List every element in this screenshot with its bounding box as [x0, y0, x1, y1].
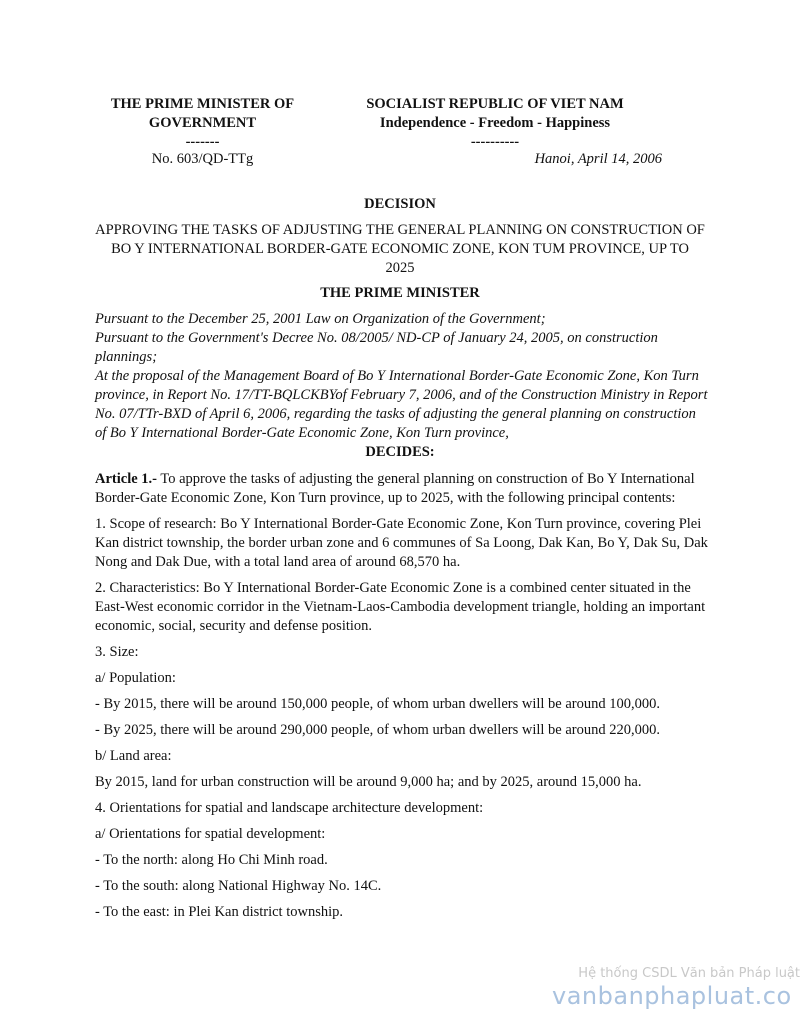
article-text: To approve the tasks of adjusting the general planning on construction of Bo Y International Border-Gate Economic Zone, Kon Turn province, up to 2025, with the following principal contents:	[95, 471, 695, 506]
paragraph: By 2015, land for urban construction will be around 9,000 ha; and by 2025, around 15,000 ha.	[95, 774, 642, 790]
paragraph: 2. Characteristics: Bo Y International Border-Gate Economic Zone is a combined center situated in the East-West economic corridor in the Vietnam-Laos-Cambodia development triangle, holding an important economic, social, security and defense position.	[95, 580, 706, 634]
paragraph: a/ Orientations for spatial development:	[95, 826, 326, 842]
document-title: DECISION	[364, 196, 436, 212]
paragraph: - By 2025, there will be around 290,000 people, of whom urban dwellers will be around 220,000.	[95, 722, 660, 738]
issuer-header	[95, 95, 310, 152]
document-subject: APPROVING THE TASKS OF ADJUSTING THE GENERAL PLANNING ON CONSTRUCTION OF BO Y INTERNATIONAL BORDER-GATE ECONOMIC ZONE, KON TUM PROVINCE, UP TO 2025	[95, 222, 705, 276]
preamble-line: Pursuant to the Government's Decree No. 08/2005/ ND-CP of January 24, 2005, on construction plannings;	[95, 330, 658, 365]
issuer-rule: -------	[185, 134, 220, 150]
issuer-line-1: THE PRIME MINISTER OF	[110, 96, 295, 112]
watermark-site: vanbanphapluat.co	[552, 982, 792, 1010]
document-body	[95, 470, 715, 929]
national-motto: Independence - Freedom - Happiness	[379, 115, 611, 131]
paragraph: - To the south: along National Highway No. 14C.	[95, 878, 382, 894]
national-title: SOCIALIST REPUBLIC OF VIET NAM	[366, 96, 624, 112]
preamble	[95, 310, 710, 443]
watermark-line-1: Hệ thống CSDL Văn bản Pháp luật	[578, 966, 800, 981]
decides-heading: DECIDES:	[365, 444, 435, 460]
paragraph: 4. Orientations for spatial and landscape architecture development:	[95, 800, 484, 816]
preamble-line: Pursuant to the December 25, 2001 Law on Organization of the Government;	[95, 311, 546, 327]
preamble-line: At the proposal of the Management Board of Bo Y International Border-Gate Economic Zone, Kon Turn province, in Report No. 17/TT-BQLCKBYof February 7, 2006, and of the Construction Ministry in Report No. 07/TTr-BXD of April 6, 2006, regarding the tasks of adjusting the general planning on construction of Bo Y International Border-Gate Economic Zone, Kon Turn province,	[95, 368, 708, 441]
paragraph: - To the north: along Ho Chi Minh road.	[95, 852, 328, 868]
document-date: Hanoi, April 14, 2006	[534, 151, 662, 167]
paragraph: - To the east: in Plei Kan district township.	[95, 904, 344, 920]
paragraph: b/ Land area:	[95, 748, 172, 764]
article-1	[95, 470, 715, 508]
paragraph: a/ Population:	[95, 670, 176, 686]
article-label: Article 1.-	[95, 471, 157, 487]
issuer-heading: THE PRIME MINISTER	[320, 285, 480, 301]
paragraph: 3. Size:	[95, 644, 139, 660]
document-number: No. 603/QD-TTg	[151, 151, 254, 167]
paragraph: 1. Scope of research: Bo Y International Border-Gate Economic Zone, Kon Turn province, covering Plei Kan district township, the border urban zone and 6 communes of Sa Loong, Dak Kan, Bo Y, Dak Su, Dak Nong and Dak Due, with a total land area of around 68,570 ha.	[95, 516, 708, 570]
paragraph: - By 2015, there will be around 150,000 people, of whom urban dwellers will be around 100,000.	[95, 696, 660, 712]
national-header	[345, 95, 645, 152]
national-rule: ----------	[470, 134, 520, 150]
issuer-line-2: GOVERNMENT	[148, 115, 257, 131]
